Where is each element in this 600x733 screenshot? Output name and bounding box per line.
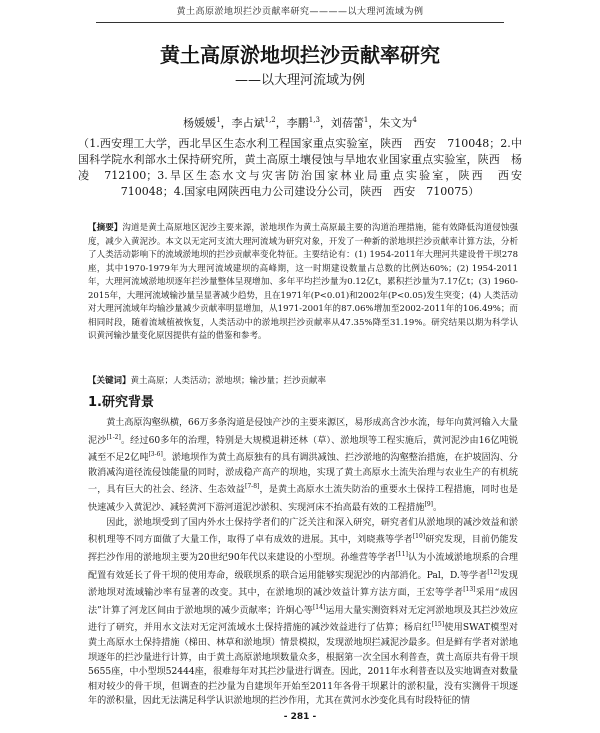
author-name: 李占斌 [231,116,265,130]
author-affiliation-mark: 1 [363,116,369,124]
paragraph-text: 。 [432,503,443,514]
author-affiliation-mark: 1,3 [308,116,320,124]
paragraph-text: 发现淤地坝对流域输沙率有显著的改变。其中，在淤地坝的减沙效益计算方法方面，王宏等学者 [88,570,518,599]
paragraph-text: 。经过60多年的治理，特别是大规模退耕还林（草）、淤地坝等工程实施后，黄河泥沙由16亿吨锐减至不足2亿吨 [88,435,518,464]
article-title: 黄土高原淤地坝拦沙贡献率研究 [160,43,440,67]
citation-mark: [10] [412,533,426,541]
keywords-text: 黄土高原；人类活动；淤地坝；输沙量；拦沙贡献率 [130,376,327,386]
paragraph-text: 。淤地坝作为黄土高原独有的具有调洪减蚀、拦沙淤地的沟壑整治措施，在护坡固沟、分散消减沟道径流侵蚀能量的同时，淤成稳产高产的坝地，实现了黄土高原水土流失治理与农业生产的有机统一，具有巨大的社会、经济、生态效益 [88,453,518,496]
author-name: 李鹏 [286,116,309,130]
citation-mark: [15] [431,621,445,629]
section-body [88,416,518,709]
section-heading: 1.研究背景 [88,395,154,410]
paragraph-text: 黄土高原沟壑纵横，66万多条沟道是侵蚀产沙的主要来源区，易形成高含沙水流，每年向黄河输入大量泥沙 [88,418,518,446]
author-affiliation-mark: 1 [216,116,221,124]
citation-mark: [12] [487,568,500,576]
paragraph-text: ，是黄土高原水土流失防治的重要水土保持工程措施，同时也是快速减少入黄泥沙、减轻黄河下游河道泥沙淤积、实现河床不抬高最有效的工程措施 [88,485,518,514]
abstract-label: 【摘要】 [88,223,123,233]
paragraph-text: 研究发现，目前仍能发挥拦沙作用的淤地坝主要为20世纪90年代以来建设的小型坝。孙维营等学者 [88,535,518,563]
paragraph-text: 因此，淤地坝受到了国内外水土保持学者们的广泛关注和深入研究，研究者们从淤地坝的减沙效益和淤积机理等不同方面做了大量工作，取得了卓有成效的进展。其中，刘晓燕等学者 [88,517,518,546]
abstract [88,222,518,344]
paragraph-text: 使用SWAT模型对黄土高原水土保持措施（梯田、林草和淤地坝）情景模拟，发现淤地坝拦减泥沙最多。但是鲜有学者对淤地坝逐年的拦沙量进行计算，由于黄土高原淤地坝数量众多，根据第一次全国水利普查，黄土高原共有骨干坝5655座，中小型坝52444座，很难每年对其拦沙量进行调查。因此，2011年水利普查以及实地调查对数量相对较少的骨干坝，但调查的拦沙量为自建坝年开始至2011年各骨干坝累计的淤积量，没有实测骨干坝逐年的淤积量，因此无法满足科学认识淤地坝的拦沙作用，尤其在黄河水沙变化具有时段特征的情 [88,623,518,707]
paragraph-text: 采用“成因法”计算了河龙区间由于淤地坝的减少贡献率；许炯心等 [88,588,518,616]
paragraph-text: 运用大量实测资料对无定河淤地坝及其拦沙效应进行了研究，并用水文法对无定河流域水土保持措施的减沙效益进行了估算；杨启红 [88,605,518,634]
affiliations: （1.西安理工大学，西北旱区生态水利工程国家重点实验室，陕西 西安 710048；2.中国科学院水利部水土保持研究所，黄土高原土壤侵蚀与旱地农业国家重点实验室，陕西 杨凌 712100；3.旱区生态水文与灾害防治国家林业局重点实验室，陕西 西安 710048；4.国家电网陕西电力公司建设分公司，陕西 西安 710075） [78,137,533,198]
page-number: - 281 - [283,712,317,722]
citation-mark: [11] [395,550,408,558]
header-rule [96,22,504,23]
body-paragraph [88,416,518,516]
citation-mark: [9] [424,501,433,509]
author-name: 刘蓓蕾 [330,116,364,130]
keywords [88,375,518,388]
paragraph-text: 认为小流域淤地坝系的合理配置有效延长了骨干坝的使用寿命，级联坝系的联合运用能够实现泥沙的内部消化。Pal，D.等学者 [88,552,518,581]
author-affiliation-mark: 4 [412,116,417,124]
body-paragraph [88,516,518,709]
citation-mark: [7-8] [245,483,260,491]
running-header: 黄土高原淤地坝拦沙贡献率研究————以大理河流域为例 [176,7,424,17]
author-affiliation-mark: 1,2 [264,116,276,124]
citation-mark: [1-2] [106,433,121,441]
article-subtitle: ——以大理河流域为例 [234,73,365,88]
citation-mark: [14] [312,603,326,611]
keywords-label: 【关键词】 [88,376,131,386]
abstract-text: 沟道是黄土高原地区泥沙主要来源，淤地坝作为黄土高原最主要的沟道治理措施，能有效降低沟道侵蚀强度，减少入黄泥沙。本文以无定河支流大理河流域为研究对象，开发了一种新的淤地坝拦沙贡献率计算方法，分析了人类活动影响下的流域淤地坝的拦沙贡献率变化特征。主要结论有：(1) 1954-2011年大理河共建设骨干坝278座，其中1970-1979年为大理河流域建坝的高峰期，这一时期建设数量占总数的比例达60%；(2) 1954-2011年，大理河流域淤地坝逐年拦沙量整体呈现增加、多年平均拦沙量为0.12亿t，累积拦沙量为7.17亿t；(3) 1960-2015年，大理河流域输沙量呈显著减少趋势，且在1971年(P<0.01)和2002年(P<0.05)发生突变；(4) 人类活动对大理河流域年均输沙量减少贡献率明显增加，从1971-2001年的87.06%增加至2002-2011年的106.49%；而相同时段，随着流域植被恢复，人类活动中的淤地坝拦沙贡献率从47.35%降至31.19%。研究结果以期为科学认识黄河输沙量变化原因提供有益的借鉴和参考。 [88,223,518,341]
citation-mark: [13] [463,586,476,594]
author-name: 杨媛媛 [183,116,217,130]
citation-mark: [3-6] [148,451,163,459]
author-name: 朱文为 [379,116,413,130]
author-list: 杨媛媛$^1$，李占斌$^{1,2}$，李鹏$^{1,3}$，刘蓓蕾$^1$，朱文为$^4$ [183,116,417,130]
